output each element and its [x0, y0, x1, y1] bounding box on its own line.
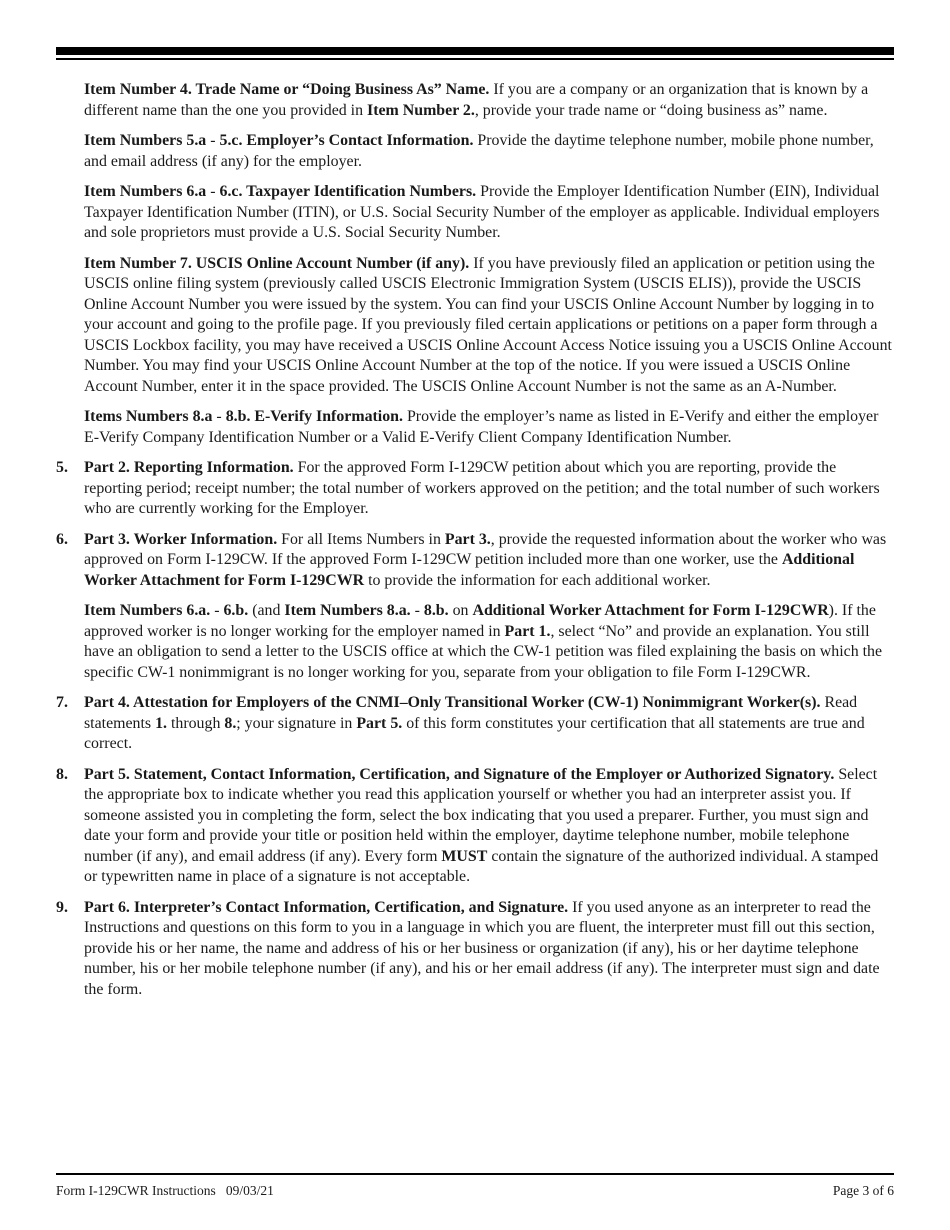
footer-page-number: Page 3 of 6: [832, 1183, 894, 1198]
header-thin-rule: [56, 58, 894, 60]
item-7-heading: Item Number 7. USCIS Online Account Number (if any).: [84, 254, 470, 272]
section-6: 6. Part 3. Worker Information. For all Items Numbers in Part 3., provide the requested information about the worker who was approved on Form I-129CW. If the approved Form I-129CW petition included more than one worker, use the Additional Worker Attachment for Form I-129CWR to provide the information for each additional worker.: [56, 530, 887, 589]
section-5-heading: Part 2. Reporting Information.: [84, 459, 294, 476]
item-7-paragraph: Item Number 7. USCIS Online Account Number (if any). If you have previously filed an application or petition using the USCIS online filing system (previously called USCIS Electronic Immigration System (USCIS ELIS)), provide the USCIS Online Account Number you were issued by the system. You can find your USCIS Online Account Number by logging in to your account and going to the profile page. If you previously filed certain applications or petitions on a paper form through a USCIS Lockbox facility, you may have received a USCIS Online Account Access Notice issuing you a USCIS Online Account Number. You may find your USCIS Online Account Number at the top of the notice. If you were issued a USCIS Online Account Number, enter it in the space provided. The USCIS Online Account Number is not the same as an A-Number.: [84, 254, 892, 395]
item-4-paragraph: Item Number 4. Trade Name or “Doing Business As” Name. If you are a company or an organization that is known by a different name than the one you provided in Item Number 2., provide your trade name or “doing business as” name.: [84, 81, 869, 119]
section-9-heading: Part 6. Interpreter’s Contact Information, Certification, and Signature.: [84, 898, 569, 916]
item-6-paragraph: Item Numbers 6.a - 6.c. Taxpayer Identification Numbers. Provide the Employer Identification Number (EIN), Individual Taxpayer Identification Number (ITIN), or U.S. Social Security Number of the employer as applicable. Individual employers and sole proprietors must provide a U.S. Social Security Number.: [84, 183, 880, 241]
item-8-paragraph: Items Numbers 8.a - 8.b. E-Verify Information. Provide the employer’s name as listed in E-Verify and either the employer E-Verify Company Identification Number or a Valid E-Verify Client Company Identification Number.: [84, 408, 879, 446]
footer-form-info: [56, 1183, 274, 1199]
section-8-heading: Part 5. Statement, Contact Information, Certification, and Signature of the Employer or Authorized Signatory.: [84, 765, 835, 783]
section-9: 9. Part 6. Interpreter’s Contact Information, Certification, and Signature. If you used anyone as an interpreter to read the Instructions and questions on this form to you in a language in which you are fluent, the interpreter must fill out this section, provide his or her name, the name and address of his or her business or organization (if any), his or her daytime telephone number, his or her mobile telephone number (if any), and his or her email address (if any). The interpreter must sign and date the form.: [56, 898, 880, 998]
section-5: 5. Part 2. Reporting Information. For the approved Form I-129CW petition about which you are reporting, provide the reporting period; receipt number; the total number of workers approved on the petition; and the total number of such workers who are currently working for the Employer.: [56, 459, 880, 517]
section-6-heading: Part 3. Worker Information.: [84, 530, 278, 548]
section-7-heading: Part 4. Attestation for Employers of the CNMI–Only Transitional Worker (CW-1) Nonimmigrant Worker(s).: [84, 694, 821, 711]
section-6-subitem: Item Numbers 6.a. - 6.b. (and Item Numbers 8.a. - 8.b. on Additional Worker Attachment for Form I-129CWR). If the approved worker is no longer working for the employer named in Part 1., select “No” and provide an explanation. You still have an obligation to send a letter to the USCIS office at which the CW-1 petition was filed explaining the basis on which the specific CW-1 nonimmigrant is no longer working for you, separate from your obligation to file Form I-129CWR.: [84, 602, 883, 681]
section-number: 5.: [56, 459, 68, 476]
header-thick-rule: [56, 47, 894, 55]
instructions-body: [56, 80, 894, 1010]
section-number: 8.: [56, 765, 68, 783]
section-number: 6.: [56, 530, 68, 548]
item-5-heading: Item Numbers 5.a: [84, 132, 207, 149]
item-6-heading: Item Numbers 6.a: [84, 183, 207, 200]
footer-date: 09/03/21: [225, 1183, 274, 1198]
section-7: 7. Part 4. Attestation for Employers of the CNMI–Only Transitional Worker (CW-1) Nonimmigrant Worker(s). Read statements 1. through 8.; your signature in Part 5. of this form constitutes your certification that all statements are true and correct.: [56, 694, 865, 752]
item-8-heading: Items Numbers 8.a: [84, 408, 213, 425]
section-number: 9.: [56, 898, 68, 916]
section-8: 8. Part 5. Statement, Contact Information, Certification, and Signature of the Employer or Authorized Signatory. Select the appropriate box to indicate whether you read this application yourself or whether you had an interpreter assist you. If someone assisted you in completing the form, select the box indicating that you used a preparer. Further, you must sign and date your form and provide your title or position held within the employer, daytime telephone number, mobile telephone number (if any), and email address (if any). Every form MUST contain the signature of the authorized individual. A stamped or typewritten name in place of a signature is not acceptable.: [56, 765, 879, 885]
section-number: 7.: [56, 694, 68, 711]
item-4-heading: Item Number 4. Trade Name or “Doing Business As” Name.: [84, 81, 490, 98]
footer-form-name: Form I-129CWR Instructions: [56, 1183, 216, 1198]
footer-rule: [56, 1173, 894, 1175]
item-5-paragraph: Item Numbers 5.a - 5.c. Employer’s Contact Information. Provide the daytime telephone number, mobile phone number, and email address (if any) for the employer.: [84, 132, 874, 170]
